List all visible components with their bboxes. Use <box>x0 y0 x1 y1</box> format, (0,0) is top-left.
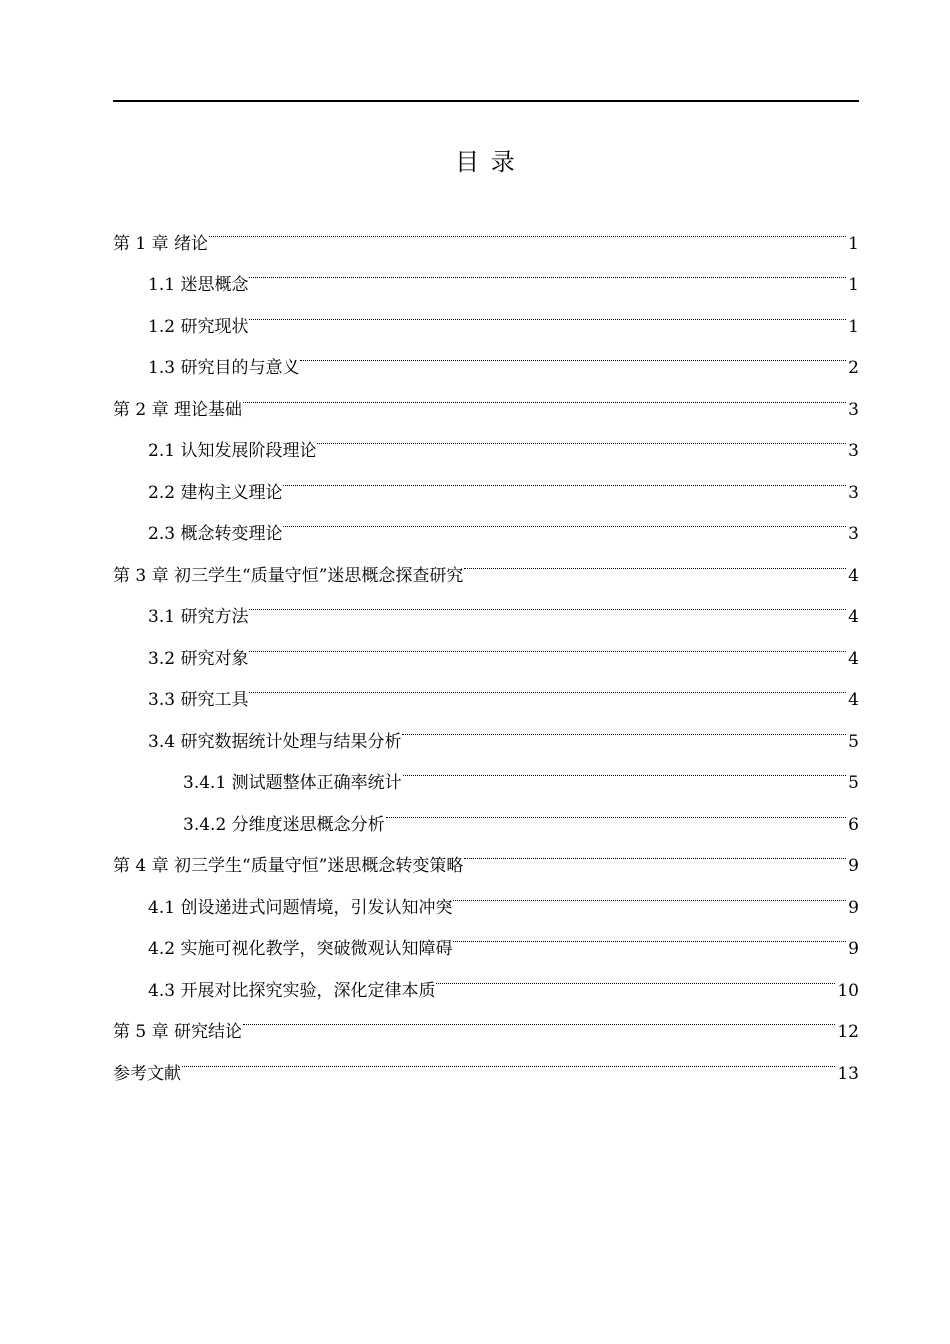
toc-dot-leader <box>300 332 846 374</box>
toc-dot-leader <box>436 954 835 996</box>
toc-page-number: 9 <box>848 856 859 876</box>
toc-list <box>113 207 859 1084</box>
toc-dot-leader <box>283 456 846 498</box>
toc-dot-leader <box>209 207 846 249</box>
toc-dot-leader <box>243 373 846 415</box>
toc-dot-leader <box>249 249 846 291</box>
toc-dot-leader <box>249 581 846 623</box>
toc-entry-text: 2.1 认知发展阶段理论 <box>148 441 317 461</box>
toc-entry-text: 3.4 研究数据统计处理与结果分析 <box>148 731 402 752</box>
toc-entry-text: 4.2 实施可视化教学，突破微观认知障碍 <box>148 939 453 959</box>
toc-dot-leader <box>249 664 846 706</box>
toc-entry-text: 1.2 研究现状 <box>148 316 249 337</box>
toc-page-number: 3 <box>848 524 859 544</box>
toc-entry-text: 参考文献 <box>113 1063 181 1084</box>
toc-entry-text: 3.3 研究工具 <box>148 690 249 710</box>
toc-page-number: 12 <box>837 1022 859 1042</box>
toc-page-number: 6 <box>848 814 859 835</box>
toc-entry-text: 3.4.1 测试题整体正确率统计 <box>183 773 402 793</box>
toc-page-number: 3 <box>848 482 859 503</box>
toc-entry-text: 第 2 章 理论基础 <box>113 399 243 420</box>
toc-entry-text: 第 4 章 初三学生“质量守恒”迷思概念转变策略 <box>113 856 464 876</box>
toc-page-number: 9 <box>848 939 859 959</box>
toc-page-number: 4 <box>848 607 859 627</box>
toc-dot-leader <box>464 830 846 872</box>
toc-dot-leader <box>386 788 847 830</box>
toc-page-number: 3 <box>848 441 859 461</box>
toc-dot-leader <box>283 498 846 540</box>
toc-dot-leader <box>453 913 846 955</box>
toc-title: 目 录 <box>455 148 517 176</box>
toc-entry-text: 1.3 研究目的与意义 <box>148 358 300 378</box>
toc-dot-leader <box>182 1037 835 1079</box>
header-rule <box>113 100 859 102</box>
toc-page-number: 4 <box>848 565 859 586</box>
toc-page-number: 5 <box>848 773 859 793</box>
toc-page-number: 1 <box>848 233 859 254</box>
toc-entry-text: 1.1 迷思概念 <box>148 275 249 295</box>
toc-entry-text: 4.1 创设递进式问题情境，引发认知冲突 <box>148 897 453 918</box>
toc-page-number: 2 <box>848 358 859 378</box>
toc-entry-text: 4.3 开展对比探究实验，深化定律本质 <box>148 980 436 1001</box>
toc-page-number: 10 <box>837 980 859 1001</box>
toc-dot-leader <box>464 539 846 581</box>
toc-page-number: 3 <box>848 399 859 420</box>
toc-entry-text: 第 3 章 初三学生“质量守恒”迷思概念探查研究 <box>113 565 464 586</box>
toc-page-number: 4 <box>848 690 859 710</box>
toc-page-number: 13 <box>837 1063 859 1084</box>
toc-entry-text: 2.2 建构主义理论 <box>148 482 283 503</box>
toc-page-number: 1 <box>848 316 859 337</box>
toc-page-number: 5 <box>848 731 859 752</box>
toc-entry-text: 3.1 研究方法 <box>148 607 249 627</box>
toc-page-number: 4 <box>848 648 859 669</box>
toc-dot-leader <box>402 705 846 747</box>
toc-page-number: 1 <box>848 275 859 295</box>
toc-entry-text: 3.2 研究对象 <box>148 648 249 669</box>
toc-entry[interactable] <box>113 249 859 295</box>
toc-dot-leader <box>403 747 847 789</box>
toc-entry-text: 第 1 章 绪论 <box>113 233 209 254</box>
toc-entry-text: 3.4.2 分维度迷思概念分析 <box>183 814 385 835</box>
toc-dot-leader <box>453 871 846 913</box>
toc-entry[interactable] <box>113 207 859 254</box>
toc-page-number: 9 <box>848 897 859 918</box>
toc-dot-leader <box>249 290 846 332</box>
toc-dot-leader <box>249 622 846 664</box>
toc-entry-text: 第 5 章 研究结论 <box>113 1022 243 1042</box>
toc-dot-leader <box>243 996 835 1038</box>
toc-entry-text: 2.3 概念转变理论 <box>148 524 283 544</box>
toc-dot-leader <box>317 415 846 457</box>
toc-entry[interactable] <box>113 1037 859 1084</box>
